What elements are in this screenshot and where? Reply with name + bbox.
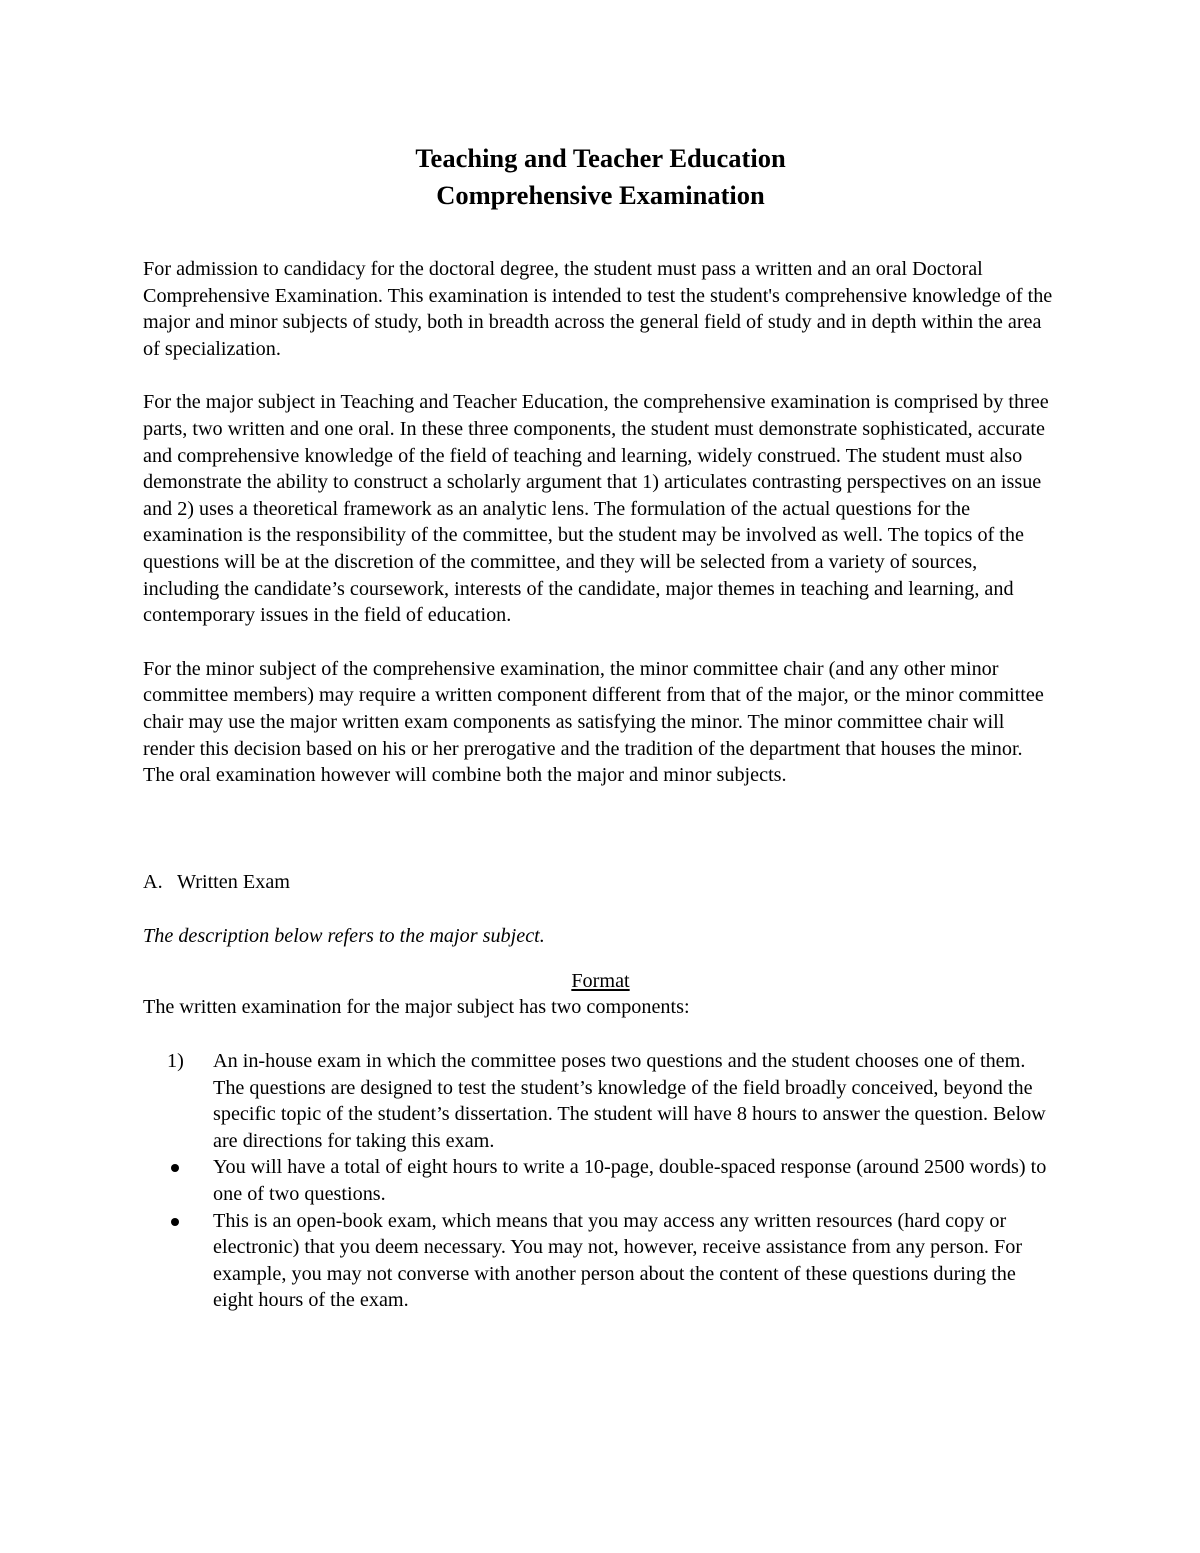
list-item-bullet — [143, 1154, 1058, 1207]
title-line-1: Teaching and Teacher Education — [415, 143, 786, 173]
section-title: Written Exam — [177, 870, 290, 893]
format-heading: Format — [571, 969, 630, 992]
section-letter: A. — [143, 870, 163, 893]
bullet-icon — [171, 1218, 179, 1226]
section-a-heading — [143, 869, 1058, 896]
bullet-icon — [171, 1164, 179, 1172]
list-item-text: You will have a total of eight hours to write a 10-page, double-spaced response (around 2500 words) to one of two questions. — [213, 1156, 1047, 1206]
list-item-text: An in-house exam in which the committee poses two questions and the student chooses one of them. The questions are designed to test the student’s knowledge of the field broadly conceived, beyond the specific topic of the student’s dissertation. The student will have 8 hours to answer the question. Below are directions for taking this exam. — [213, 1050, 1046, 1152]
document-page — [143, 140, 1058, 1314]
format-intro: The written examination for the major subject has two components: — [143, 996, 690, 1019]
document-title — [143, 140, 1058, 214]
title-line-2: Comprehensive Examination — [436, 180, 765, 210]
list-item-numbered — [143, 1048, 1058, 1154]
list-item-bullet — [143, 1208, 1058, 1314]
intro-paragraph: For admission to candidacy for the doctoral degree, the student must pass a written and an oral Doctoral Comprehensive Examination. This examination is intended to test the student's comprehensive knowledge of the major and minor subjects of study, both in breadth across the general field of study and in depth within the area of specialization. — [143, 258, 1053, 360]
section-note: The description below refers to the major subject. — [143, 925, 545, 948]
list-item-text: This is an open-book exam, which means that you may access any written resources (hard copy or electronic) that you deem necessary. You may not, however, receive assistance from any person. For example, you may not converse with another person about the content of these questions during the eight hours of the exam. — [213, 1209, 1023, 1312]
major-subject-paragraph: For the major subject in Teaching and Teacher Education, the comprehensive examination is comprised by three parts, two written and one oral. In these three components, the student must demonstrate sophisticated, accurate and comprehensive knowledge of the field of teaching and learning, widely construed. The student must also demonstrate the ability to construct a scholarly argument that 1) articulates contrasting perspectives on an issue and 2) uses a theoretical framework as an analytic lens. The formulation of the actual questions for the examination is the responsibility of the committee, but the student may be involved as well. The topics of the questions will be at the discretion of the committee, and they will be selected from a variety of sources, including the candidate’s coursework, interests of the candidate, major themes in teaching and learning, and contemporary issues in the field of education. — [143, 391, 1049, 627]
list-number: 1) — [167, 1050, 184, 1073]
minor-subject-paragraph: For the minor subject of the comprehensive examination, the minor committee chair (and any other minor committee members) may require a written component different from that of the major, or the minor committee chair may use the major written exam components as satisfying the minor. The minor committee chair will render this decision based on his or her prerogative and the tradition of the department that houses the minor. The oral examination however will combine both the major and minor subjects. — [143, 657, 1044, 787]
exam-components-list — [143, 1048, 1058, 1314]
